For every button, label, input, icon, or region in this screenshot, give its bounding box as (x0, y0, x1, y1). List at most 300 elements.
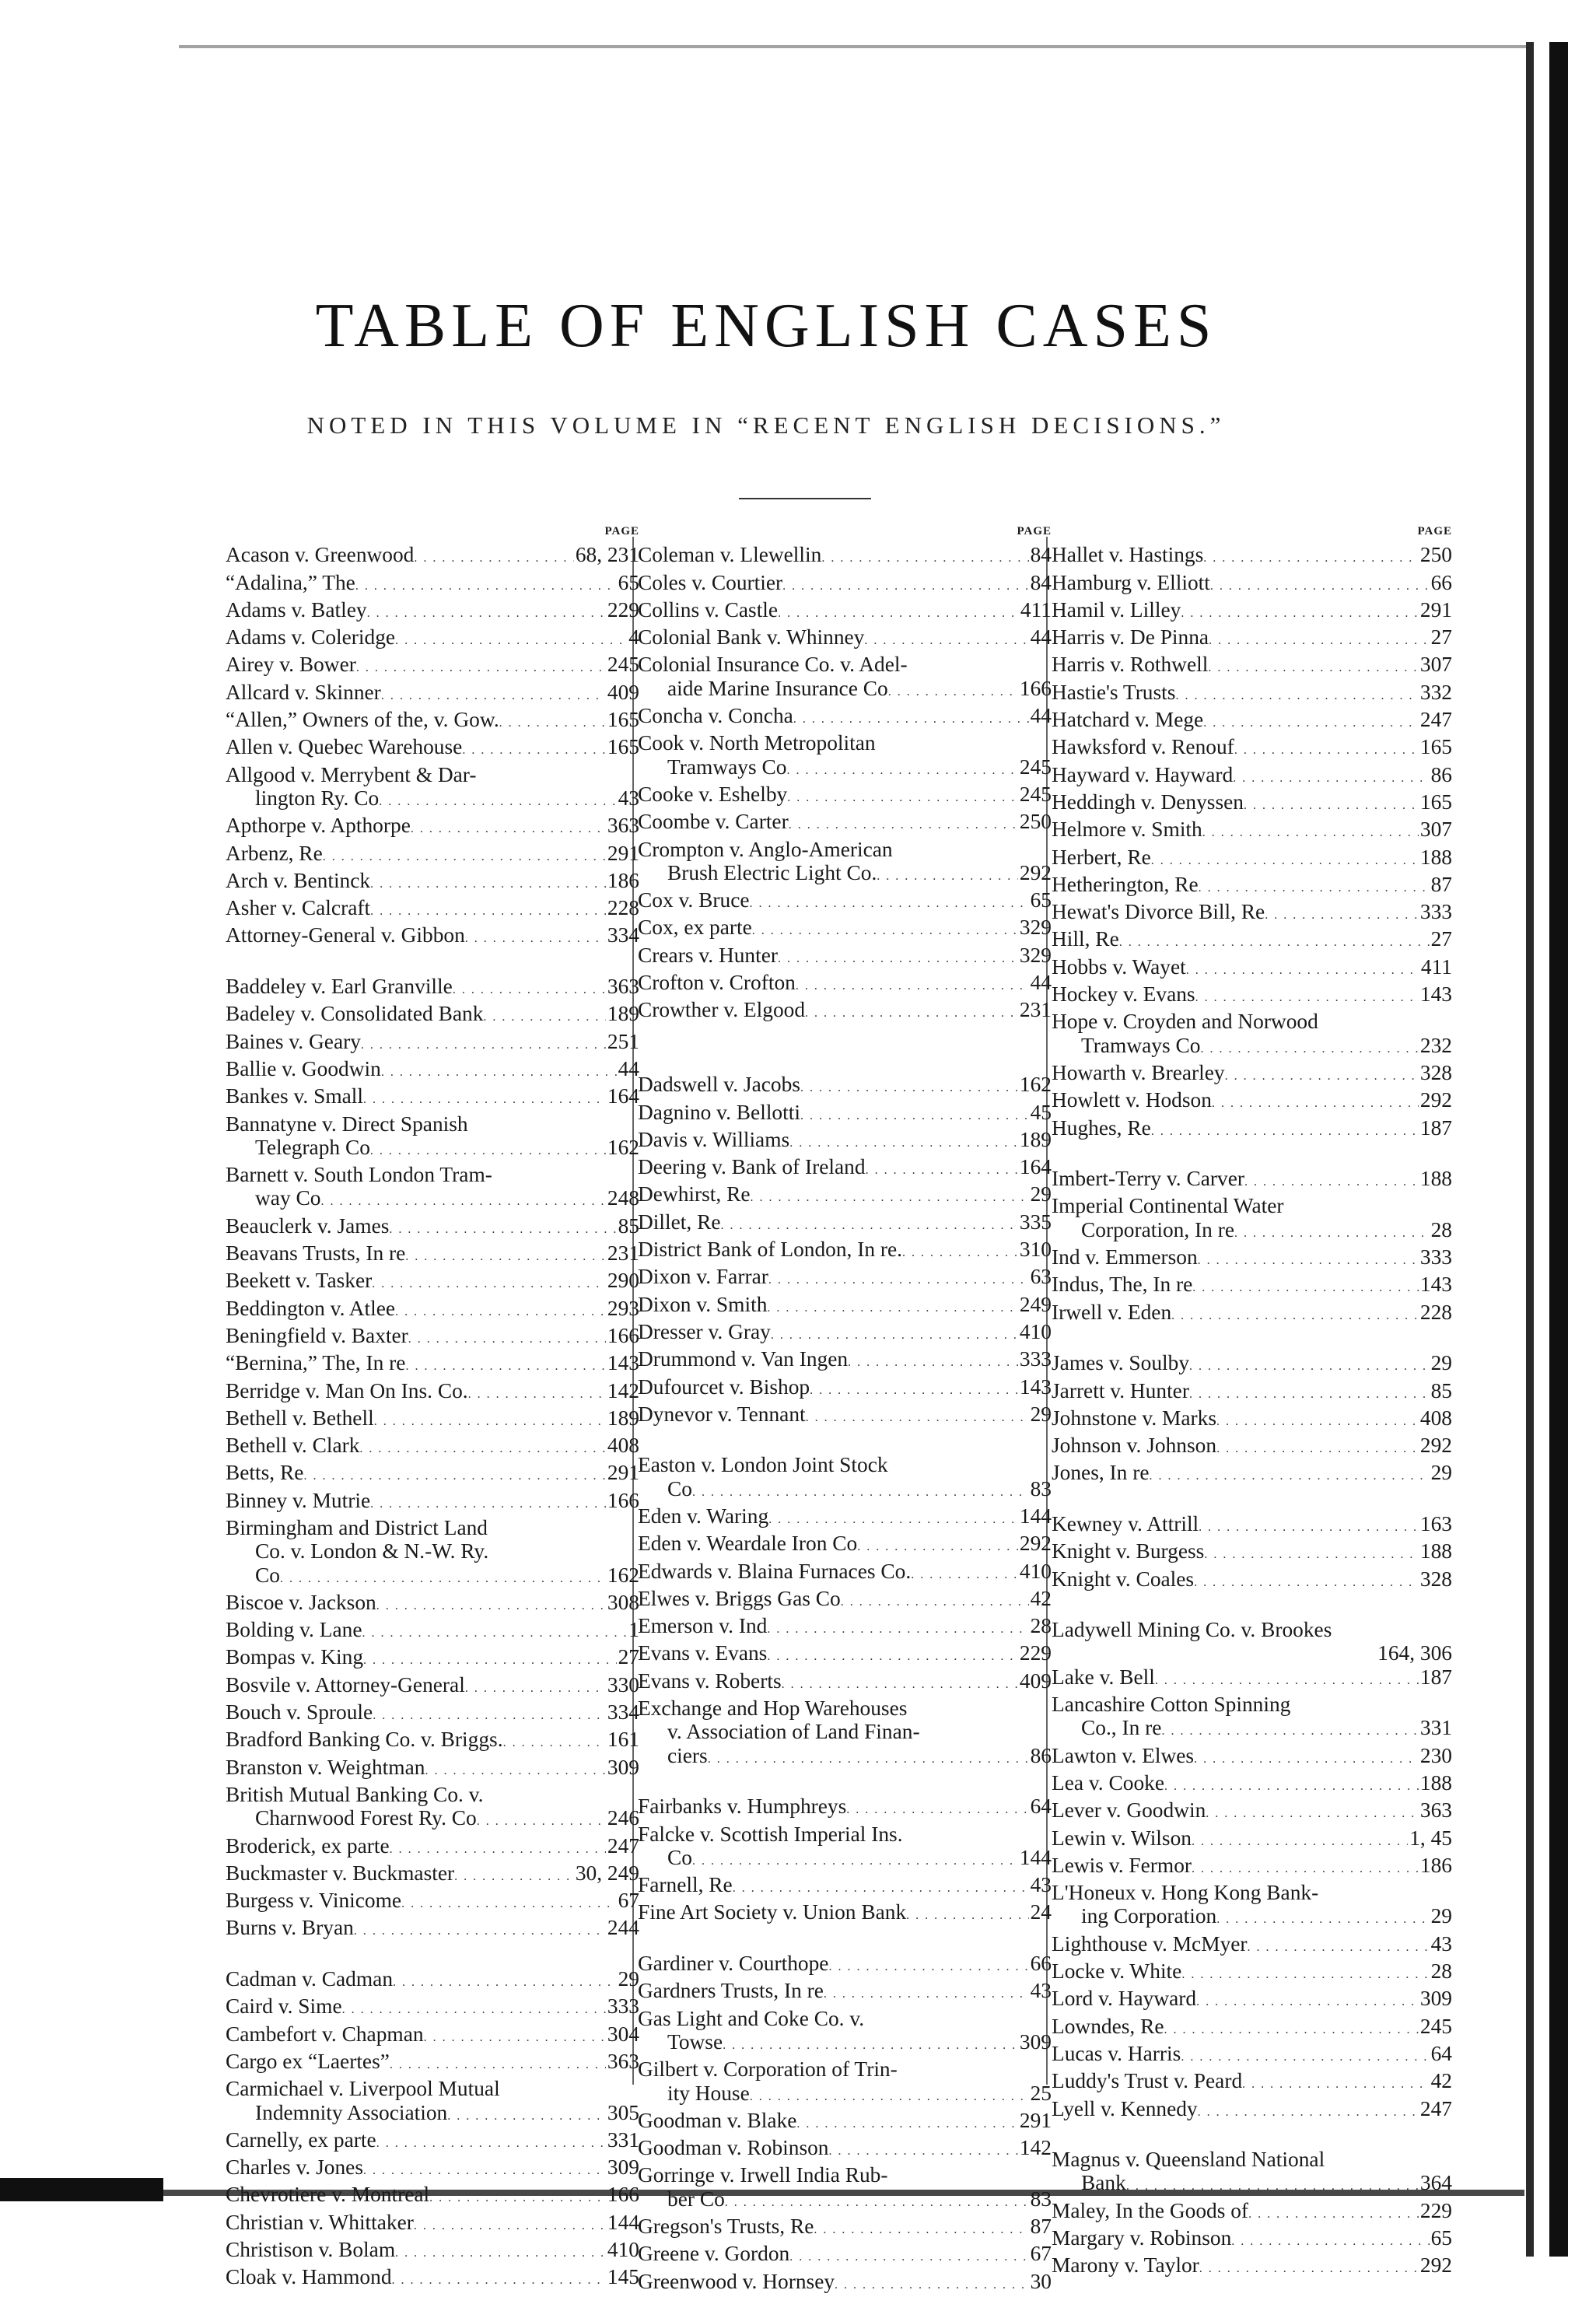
case-name: Indus, The, In re (1052, 1273, 1193, 1297)
case-name: Farnell, Re (638, 1873, 733, 1897)
case-entry (1052, 543, 1452, 570)
dot-leader (1248, 1936, 1430, 1959)
dot-leader (1189, 1355, 1430, 1378)
case-entry-continuation (638, 1477, 1052, 1504)
page-reference: 188 (1419, 845, 1452, 869)
case-name: Cox v. Bruce (638, 888, 750, 912)
page-reference: 246 (607, 1806, 639, 1830)
dot-leader (864, 629, 1028, 653)
page-column-header: PAGE (1017, 525, 1052, 537)
case-name: Herbert, Re (1052, 845, 1151, 869)
dot-leader (362, 1622, 627, 1645)
case-entry-continuation (1052, 1218, 1452, 1245)
letter-group-spacer (226, 1944, 639, 1967)
case-name: Airey v. Bower (226, 653, 356, 677)
dot-leader (829, 2140, 1018, 2163)
page-reference: 245 (1019, 755, 1052, 779)
dot-leader (280, 1567, 606, 1591)
page-reference: 144 (1019, 1504, 1052, 1528)
case-entry (226, 896, 639, 923)
case-entry (1052, 846, 1452, 873)
page-reference: 290 (607, 1269, 639, 1293)
dot-leader (866, 1159, 1018, 1182)
dot-leader (462, 739, 606, 762)
case-name: Hill, Re (1052, 927, 1119, 951)
dot-leader (752, 919, 1018, 943)
case-name: Hughes, Re (1052, 1115, 1151, 1140)
case-name: Buckmaster v. Buckmaster (226, 1861, 455, 1885)
case-name: Dewhirst, Re (638, 1182, 751, 1206)
dot-leader (395, 2242, 606, 2265)
page-reference: 409 (1019, 1668, 1052, 1693)
case-entry (1052, 653, 1452, 680)
case-entry (1052, 1959, 1452, 1987)
dot-leader (1194, 1748, 1419, 1771)
dot-leader (370, 1140, 606, 1163)
case-entry (1052, 2226, 1452, 2253)
dot-leader (782, 575, 1028, 598)
dot-leader (1204, 1543, 1419, 1567)
case-entry (1052, 1088, 1452, 1115)
case-name: Ladywell Mining Co. v. Brookes (1052, 1618, 1332, 1642)
dot-leader (1126, 2175, 1419, 2198)
case-entry (1052, 1641, 1452, 1665)
case-name: Berridge v. Man On Ins. Co. (226, 1378, 468, 1402)
case-name: Coombe v. Carter (638, 810, 789, 834)
page-reference: 29 (618, 1967, 639, 1991)
case-entry (638, 888, 1052, 916)
dot-leader (1150, 1465, 1430, 1488)
case-name: Hayward v. Hayward (1052, 762, 1234, 786)
case-entry (1052, 2042, 1452, 2069)
dot-leader (354, 1920, 606, 1943)
case-entry (1052, 873, 1452, 900)
case-name: Cox, ex parte (638, 916, 752, 940)
page-reference: 164, 306 (1377, 1641, 1452, 1665)
dot-leader (370, 900, 606, 923)
dot-leader (379, 790, 616, 814)
dot-leader (733, 1877, 1029, 1900)
case-entry (638, 1155, 1052, 1182)
dot-leader (393, 1971, 617, 1994)
case-entry (638, 704, 1052, 731)
case-name: Hewat's Divorce Bill, Re (1052, 900, 1265, 924)
case-entry (226, 1673, 639, 1700)
case-name: Fine Art Society v. Union Bank (638, 1900, 907, 1924)
case-entry (226, 1163, 639, 1186)
case-name: Imperial Continental Water (1052, 1194, 1284, 1218)
dot-leader (1192, 1830, 1408, 1854)
dot-leader (750, 892, 1029, 916)
case-entry (226, 1994, 639, 2022)
case-name: Harris v. De Pinna (1052, 625, 1209, 650)
case-name: Caird v. Sime (226, 1994, 342, 2019)
page-reference: 42 (1430, 2069, 1452, 2093)
case-entry (226, 598, 639, 625)
case-name: Bouch v. Sproule (226, 1700, 373, 1725)
case-name: Dufourcet v. Bishop (638, 1374, 810, 1399)
dot-leader (888, 681, 1018, 704)
dot-leader (692, 1481, 1029, 1504)
page-reference: 65 (618, 570, 639, 594)
case-name: Arbenz, Re (226, 841, 323, 865)
dot-leader (401, 1893, 617, 1916)
dot-leader (367, 602, 606, 625)
case-entry (638, 838, 1052, 861)
case-entry (226, 2128, 639, 2155)
page-reference: 292 (1019, 1532, 1052, 1556)
case-column-2 (638, 520, 1052, 2297)
case-name: Locke v. White (1052, 1959, 1182, 1984)
case-name: Hope v. Croyden and Norwood (1052, 1010, 1318, 1034)
case-name: Knight v. Burgess (1052, 1539, 1205, 1563)
page-reference: 363 (607, 975, 639, 999)
dot-leader (1199, 2257, 1419, 2281)
dot-leader (800, 1105, 1029, 1128)
page-reference: 28 (1430, 1959, 1452, 1984)
case-entry (638, 1560, 1052, 1587)
case-entry (1052, 1744, 1452, 1771)
dot-leader (1155, 1669, 1419, 1693)
case-entry (226, 2155, 639, 2183)
case-entry (1052, 1434, 1452, 1461)
letter-group-spacer (638, 1026, 1052, 1049)
case-entry (226, 1728, 639, 1755)
page-reference: 163 (1419, 1511, 1452, 1535)
case-entry (638, 998, 1052, 1025)
case-name: Coleman v. Llewellin (638, 543, 822, 567)
page-reference: 29 (1430, 1461, 1452, 1485)
dot-leader (1181, 1963, 1429, 1987)
page-reference: 363 (1419, 1798, 1452, 1823)
dot-leader (800, 1077, 1018, 1100)
page-reference: 251 (607, 1029, 639, 1053)
case-entry (638, 1979, 1052, 2006)
case-entry-continuation (226, 1563, 639, 1591)
case-name: Bolding v. Lane (226, 1618, 362, 1642)
page-reference: 165 (1419, 735, 1452, 759)
case-entry (638, 571, 1052, 598)
dot-leader (1151, 849, 1419, 873)
title-divider (739, 498, 871, 499)
letter-group-spacer (1052, 2124, 1452, 2148)
page-reference: 334 (607, 1700, 639, 1725)
dot-leader (796, 2113, 1018, 2136)
page-reference: 67 (618, 1889, 639, 1913)
case-entry (638, 1641, 1052, 1668)
dot-leader (750, 2085, 1029, 2109)
case-name: Bompas v. King (226, 1645, 364, 1669)
page-reference: 305 (607, 2100, 639, 2124)
page-reference: 333 (607, 1994, 639, 2019)
page-reference: 86 (1430, 762, 1452, 786)
case-entry (638, 916, 1052, 943)
dot-leader (841, 1591, 1029, 1614)
dot-leader (1189, 1383, 1430, 1406)
dot-leader (1244, 794, 1419, 818)
page-reference: 248 (607, 1186, 639, 1210)
dot-leader (911, 1563, 1018, 1587)
dot-leader (499, 712, 606, 735)
dot-leader (793, 708, 1029, 731)
letter-group-spacer (1052, 1489, 1452, 1512)
case-entry (638, 1795, 1052, 1822)
case-name: Drummond v. Van Ingen (638, 1347, 849, 1371)
case-name: Cambefort v. Chapman (226, 2022, 424, 2046)
dot-leader (414, 2215, 606, 2238)
page-reference: 308 (607, 1590, 639, 1614)
case-entry (226, 1297, 639, 1324)
case-entry (226, 1030, 639, 1057)
case-name: Allen v. Quebec Warehouse (226, 735, 463, 759)
case-entry (1052, 927, 1452, 954)
case-entry (226, 2022, 639, 2050)
letter-group-spacer (226, 951, 639, 975)
page-reference: 230 (1419, 1743, 1452, 1767)
case-name: Lea v. Cooke (1052, 1770, 1165, 1795)
case-entry (638, 1873, 1052, 1900)
case-name: Johnstone v. Marks (1052, 1406, 1217, 1430)
case-entry (226, 735, 639, 762)
case-name: James v. Soulby (1052, 1351, 1190, 1375)
dot-leader (806, 1406, 1029, 1430)
case-name: Bethell v. Clark (226, 1434, 360, 1458)
dot-leader (902, 1241, 1018, 1265)
case-name: Edwards v. Blaina Furnaces Co. (638, 1559, 912, 1583)
dot-leader (453, 979, 606, 1002)
page-reference: 245 (1419, 2014, 1452, 2038)
dot-leader (787, 786, 1018, 810)
page-reference: 166 (607, 1488, 639, 1512)
page-reference: 162 (1019, 1073, 1052, 1097)
case-name: Greene v. Gordon (638, 2242, 790, 2266)
page-reference: 329 (1019, 943, 1052, 967)
case-name: Arch v. Bentinck (226, 868, 371, 892)
case-name: Beauclerk v. James (226, 1213, 390, 1238)
case-entry (226, 2077, 639, 2100)
dot-leader (1181, 602, 1419, 625)
case-name: Emerson v. Ind (638, 1614, 768, 1638)
case-entry (226, 1269, 639, 1296)
dot-leader (374, 1410, 606, 1434)
dot-leader (363, 2159, 606, 2183)
case-name: Dadswell v. Jacobs (638, 1073, 800, 1097)
dot-leader (1198, 1249, 1419, 1273)
case-name: Fairbanks v. Humphreys (638, 1795, 847, 1819)
page-reference: 4 (628, 625, 639, 650)
page-reference: 87 (1030, 2215, 1052, 2238)
dot-leader (411, 818, 606, 841)
case-name: Lake v. Bell (1052, 1665, 1155, 1689)
case-entry-continuation (226, 2101, 639, 2128)
page-reference: 231 (1019, 998, 1052, 1022)
case-name: District Bank of London, In re. (638, 1238, 903, 1262)
dot-leader (824, 1983, 1029, 2006)
page-reference: 333 (1019, 1347, 1052, 1371)
case-name: Hockey v. Evans (1052, 982, 1195, 1007)
case-entry (226, 1916, 639, 1943)
case-name: Charles v. Jones (226, 2155, 363, 2180)
dot-leader (768, 1269, 1029, 1292)
page-reference: 332 (1419, 680, 1452, 704)
page-reference: 364 (1419, 2171, 1452, 2195)
page-reference: 27 (1430, 927, 1452, 951)
page-reference: 66 (1030, 1952, 1052, 1976)
dot-leader (821, 547, 1028, 570)
page-reference: 165 (607, 708, 639, 732)
case-name: Towse (667, 2029, 723, 2054)
dot-leader (359, 1437, 605, 1461)
page-reference: 187 (1419, 1665, 1452, 1689)
case-entry (1052, 1010, 1452, 1033)
case-entry (638, 625, 1052, 653)
page-reference: 145 (607, 2265, 639, 2289)
page-reference: 86 (1030, 1743, 1052, 1767)
page-reference: 328 (1419, 1060, 1452, 1084)
case-name: Crofton v. Crofton (638, 971, 796, 995)
case-name: Dynevor v. Tennant (638, 1402, 806, 1426)
page-reference: 67 (1030, 2242, 1052, 2266)
page-reference: 29 (1030, 1182, 1052, 1206)
dot-leader (392, 2269, 606, 2292)
case-entry (638, 1669, 1052, 1696)
case-entry (1052, 818, 1452, 845)
page-reference: 68, 231 (575, 543, 639, 567)
case-entry (638, 2163, 1052, 2187)
page-reference: 43 (1030, 1979, 1052, 2003)
case-name: Harris v. Rothwell (1052, 653, 1209, 677)
dot-leader (372, 1273, 606, 1296)
case-entry (226, 1214, 639, 1241)
case-name: Birmingham and District Land (226, 1515, 488, 1539)
page-reference: 65 (1030, 888, 1052, 912)
case-entry-continuation (226, 1806, 639, 1833)
case-name: Dillet, Re (638, 1210, 721, 1234)
case-entry (226, 1489, 639, 1516)
page-reference: 335 (1019, 1210, 1052, 1234)
page-reference: 85 (618, 1213, 639, 1238)
dot-leader (1199, 877, 1430, 900)
dot-leader (1164, 2019, 1419, 2042)
scan-artifact-top (179, 45, 1532, 48)
case-entry (226, 1967, 639, 1994)
page-reference: 29 (1430, 1351, 1452, 1375)
case-name: “Bernina,” The, In re (226, 1351, 406, 1375)
case-entry-continuation (1052, 2171, 1452, 2198)
case-entry (226, 1861, 639, 1889)
case-entry (226, 1379, 639, 1406)
dot-leader (477, 1810, 606, 1833)
case-name: Crears v. Hunter (638, 943, 779, 967)
page-reference: 307 (1419, 818, 1452, 842)
case-entry (638, 1293, 1052, 1320)
dot-leader (782, 1673, 1018, 1696)
case-entry (226, 1756, 639, 1783)
page-reference: 304 (607, 2022, 639, 2046)
case-entry (1052, 2253, 1452, 2281)
case-name: Johnson v. Johnson (1052, 1434, 1217, 1458)
case-name: Christison v. Bolam (226, 2238, 396, 2261)
case-entry (638, 2057, 1052, 2081)
dot-leader (721, 1214, 1018, 1238)
case-name: Adams v. Batley (226, 597, 367, 622)
case-name: Davis v. Williams (638, 1127, 790, 1151)
case-entry (1052, 1116, 1452, 1143)
page-reference: 166 (1019, 676, 1052, 700)
scan-edge-inner (1526, 42, 1534, 2257)
page-reference: 187 (1419, 1115, 1452, 1140)
case-entry (226, 1351, 639, 1378)
case-entry (638, 2270, 1052, 2297)
dot-leader (723, 2034, 1018, 2057)
case-entry (638, 1210, 1052, 1238)
page-reference: 25 (1030, 2081, 1052, 2105)
case-name: Beningfield v. Baxter (226, 1323, 408, 1347)
dot-leader (356, 657, 606, 680)
case-name: Colonial Insurance Co. v. Adel- (638, 653, 908, 677)
case-name: Charnwood Forest Ry. Co (255, 1806, 477, 1830)
case-name: Colonial Bank v. Whinney (638, 625, 865, 650)
dot-leader (789, 814, 1018, 837)
case-entry (226, 1700, 639, 1728)
case-name: Easton v. London Joint Stock (638, 1453, 888, 1477)
case-entry (1052, 735, 1452, 762)
case-entry (226, 763, 639, 786)
case-name: Crompton v. Anglo-American (638, 837, 893, 861)
page-reference: 84 (1030, 570, 1052, 594)
case-entry (226, 2183, 639, 2210)
case-entry (226, 681, 639, 708)
dot-leader (810, 1379, 1018, 1402)
case-entry (1052, 1539, 1452, 1567)
case-name: Luddy's Trust v. Peard (1052, 2069, 1243, 2093)
case-name: Baddeley v. Earl Granville (226, 975, 453, 999)
dot-leader (906, 1904, 1028, 1928)
page-reference: 249 (1019, 1292, 1052, 1316)
dot-leader (1208, 657, 1419, 680)
dot-leader (1216, 1908, 1429, 1931)
dot-leader (848, 1351, 1018, 1374)
case-entry (1052, 763, 1452, 790)
dot-leader (1216, 1410, 1419, 1434)
case-name: “Allen,” Owners of the, v. Gow. (226, 708, 499, 732)
case-name: Tramways Co (1081, 1033, 1201, 1057)
page-column-header: PAGE (604, 525, 639, 537)
dot-leader (381, 685, 606, 708)
dot-leader (1203, 547, 1419, 570)
page-reference: 410 (1019, 1559, 1052, 1583)
page-reference: 333 (1419, 1245, 1452, 1269)
dot-leader (1198, 2101, 1419, 2124)
case-entry (226, 1324, 639, 1351)
page-reference: 408 (607, 1434, 639, 1458)
page-reference: 1, 45 (1409, 1826, 1452, 1850)
case-name: Binney v. Mutrie (226, 1488, 371, 1512)
case-name: Lyell v. Kennedy (1052, 2096, 1198, 2120)
dot-leader (814, 2218, 1028, 2242)
case-name: Bannatyne v. Direct Spanish (226, 1112, 468, 1136)
case-entry (226, 1834, 639, 1861)
page-reference: 291 (1019, 2108, 1052, 2132)
case-name: Allcard v. Skinner (226, 680, 381, 704)
page-reference: 143 (607, 1351, 639, 1375)
dot-leader (1161, 1720, 1418, 1743)
page-reference: 162 (607, 1135, 639, 1159)
case-entry (226, 1889, 639, 1916)
case-entry-continuation (226, 1186, 639, 1213)
case-entry (638, 1347, 1052, 1374)
dot-leader (376, 1595, 606, 1618)
